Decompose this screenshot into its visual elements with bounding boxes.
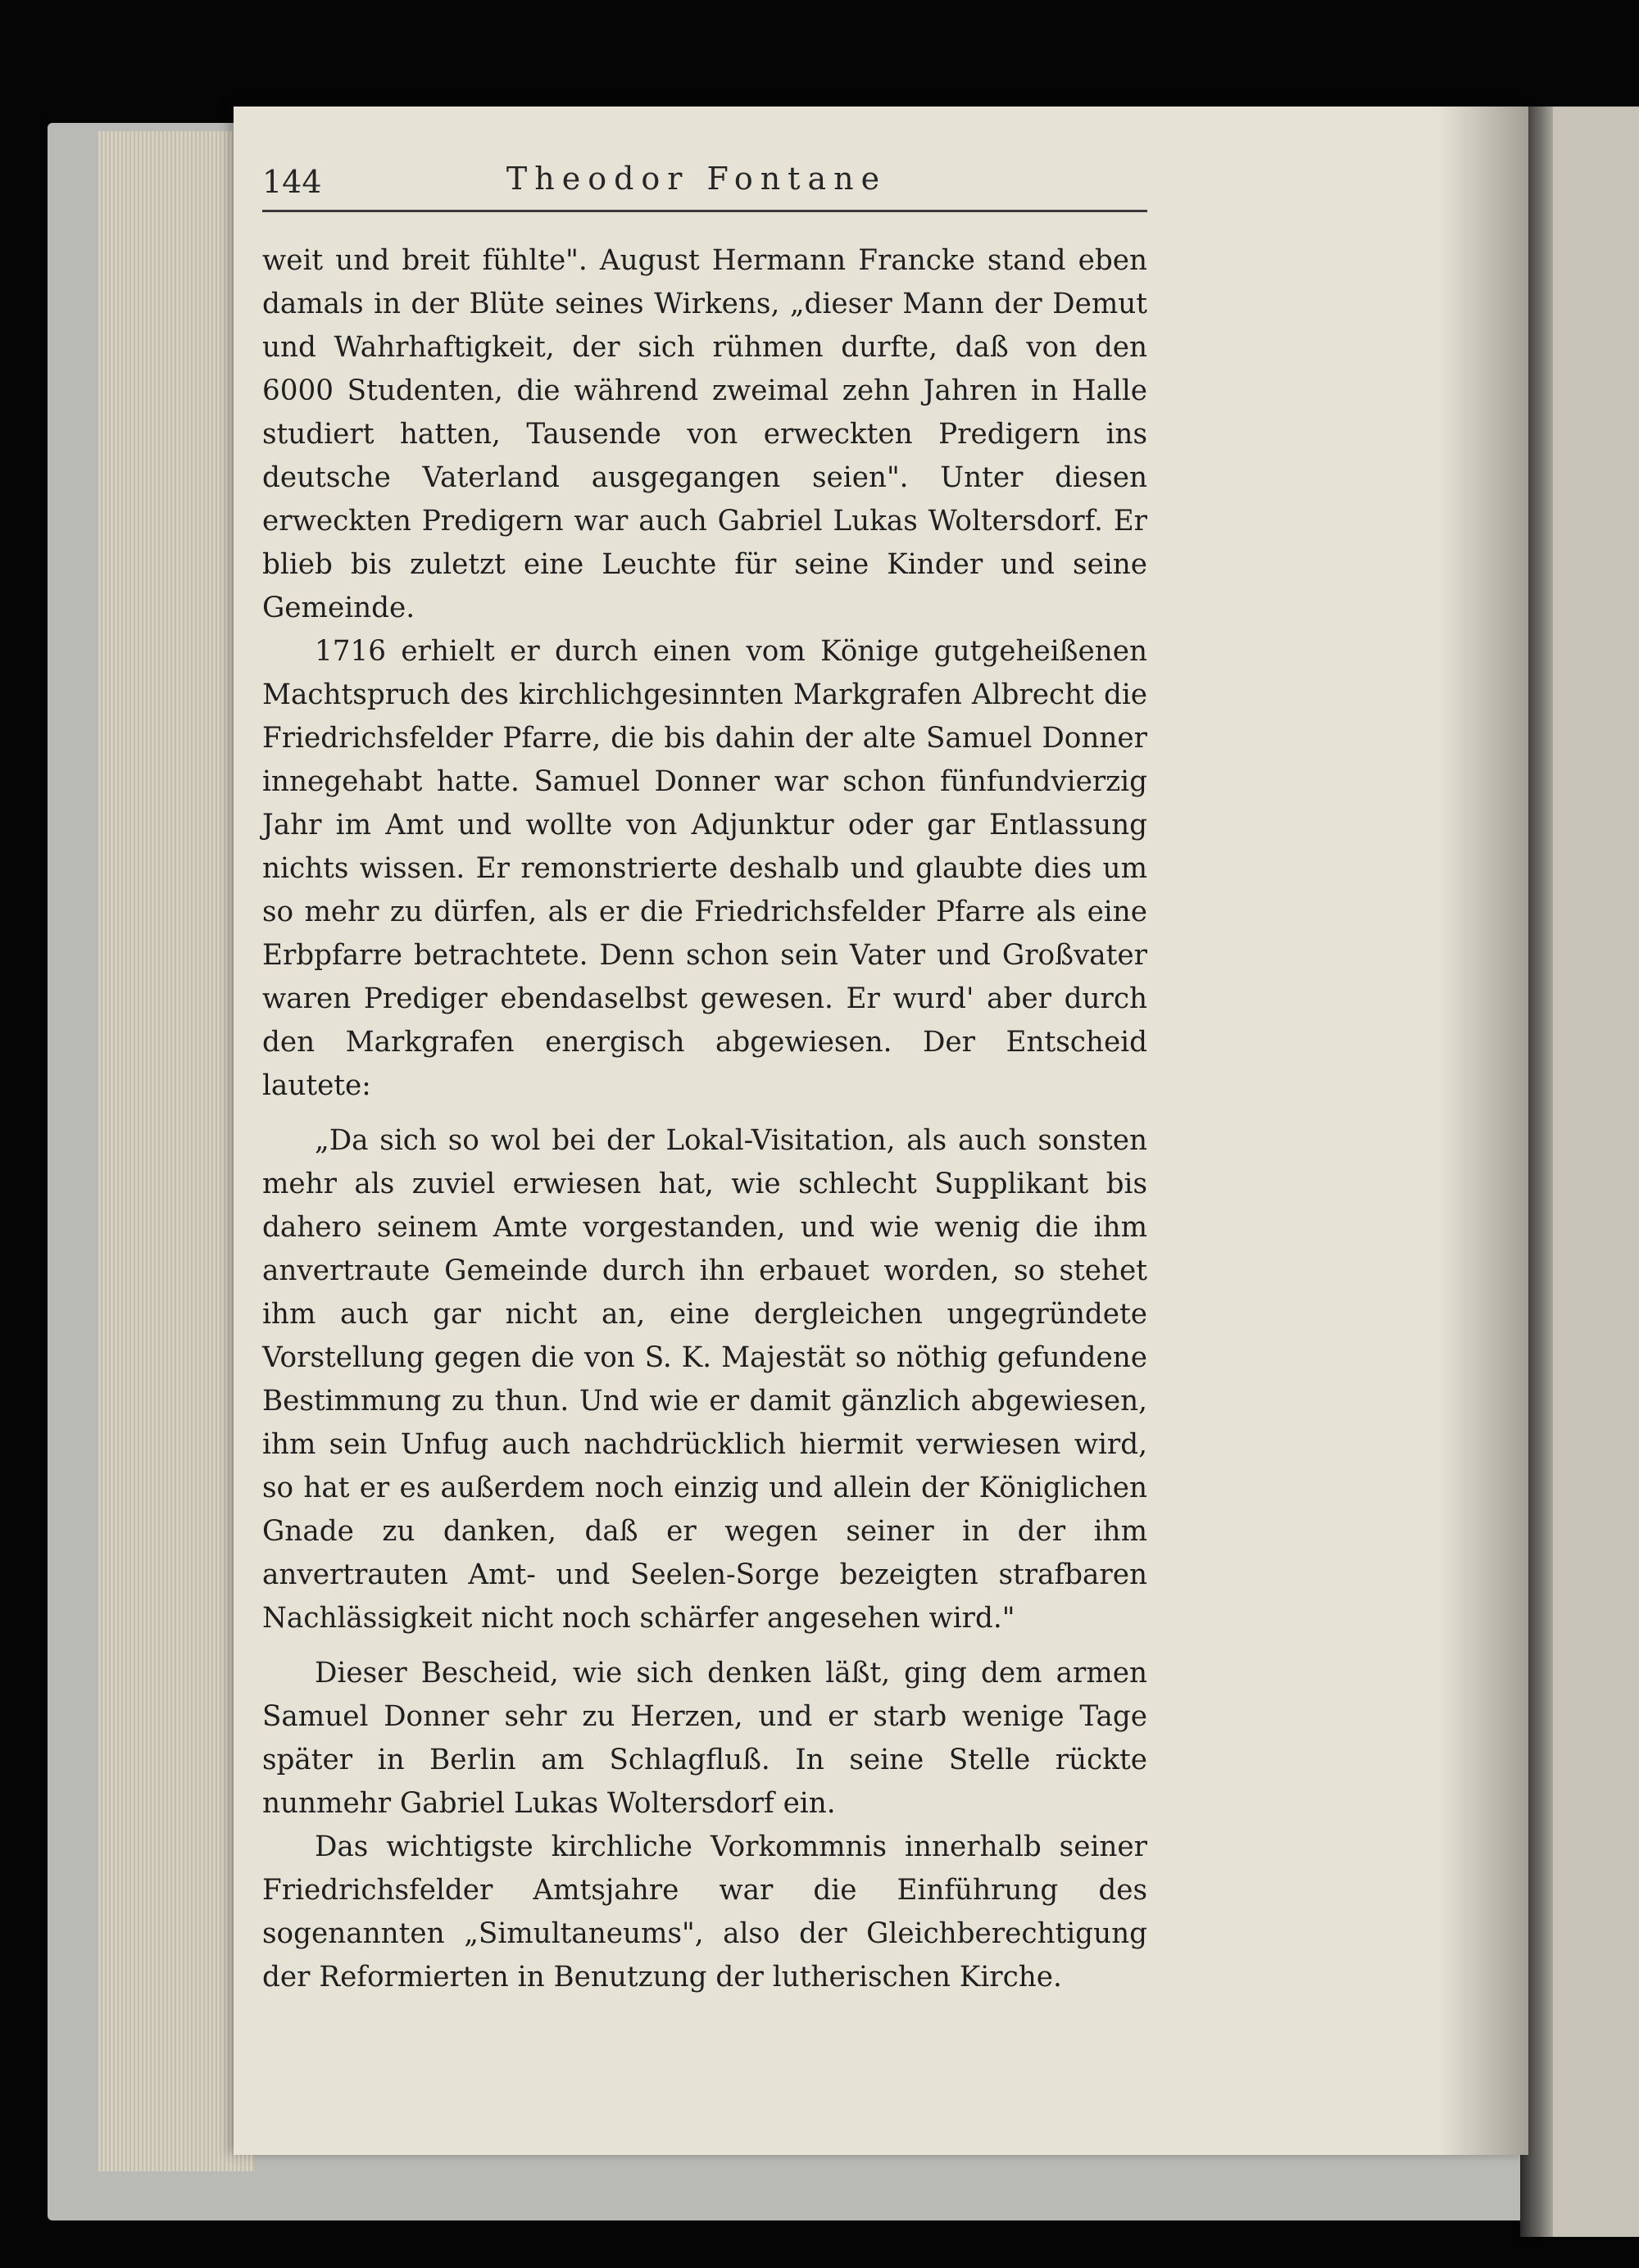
paragraph-4: Das wichtigste kirchliche Vorkommnis innerhalb seiner Friedrichsfelder Amtsjahre war die Einführung des sogenannten „Simultaneums", also der Gleichberechtigung der Reformierten in Benutzung der lutherischen Kirche. (262, 1830, 1147, 1994)
gutter-shadow (1438, 107, 1528, 2155)
paragraph-2: 1716 erhielt er durch einen vom Könige gutgeheißenen Machtspruch des kirchlichgesinnten Markgrafen Albrecht die Friedrichsfelder Pfarre, die bis dahin der alte Samuel Donner innegehabt hatte. Samuel Donner war schon fünfundvierzig Jahr im Amt und wollte von Adjunktur oder gar Entlassung nichts wissen. Er remonstrierte deshalb und glaubte dies um so mehr zu dürfen, als er die Friedrichsfelder Pfarre als eine Erbpfarre betrachtete. Denn schon sein Vater und Großvater waren Prediger ebendaselbst gewesen. Er wurd' aber durch den Markgrafen energisch abgewiesen. Der Entscheid lautete: (262, 635, 1147, 1102)
running-title: Theodor Fontane (506, 161, 888, 197)
page-header (262, 161, 1131, 229)
decree-text: „Da sich so wol bei der Lokal-Visitation, als auch sonsten mehr als zuviel erwiesen hat, wie schlecht Supplikant bis dahero seinem Amte vorgestanden, und wie wenig die ihm anvertraute Gemeinde durch ihn erbauet worden, so stehet ihm auch gar nicht an, eine dergleichen ungegründete Vorstellung gegen die von S. K. Majestät so nöthig gefundene Bestimmung zu thun. Und wie er damit gänzlich abgewiesen, ihm sein Unfug auch nachdrücklich hiermit verwiesen wird, so hat er es außerdem noch einzig und allein der Königlichen Gnade zu danken, daß er wegen seiner in der ihm anvertrauten Amt- und Seelen-Sorge bezeigten strafbaren Nachlässigkeit nicht noch schärfer angesehen wird." (262, 1124, 1147, 1635)
page-number: 144 (262, 164, 322, 200)
paragraph-3: Dieser Bescheid, wie sich denken läßt, ging dem armen Samuel Donner sehr zu Herzen, und er starb wenige Tage später in Berlin am Schlagfluß. In seine Stelle rückte nunmehr Gabriel Lukas Woltersdorf ein. (262, 1657, 1147, 1820)
page-block-edges (98, 131, 254, 2171)
paragraph-1: weit und breit fühlte". August Hermann Francke stand eben damals in der Blüte seines Wirkens, „dieser Mann der Demut und Wahrhaftigkeit, der sich rühmen durfte, daß von den 6000 Studenten, die während zweimal zehn Jahren in Halle studiert hatten, Tausende von erweckten Predigern ins deutsche Vaterland ausgegangen seien". Unter diesen erweckten Predigern war auch Gabriel Lukas Woltersdorf. Er blieb bis zuletzt eine Leuchte für seine Kinder und seine Gemeinde. (262, 244, 1147, 624)
page-body (262, 239, 1147, 1999)
header-rule (262, 210, 1147, 212)
quoted-decree (262, 1119, 1147, 1640)
